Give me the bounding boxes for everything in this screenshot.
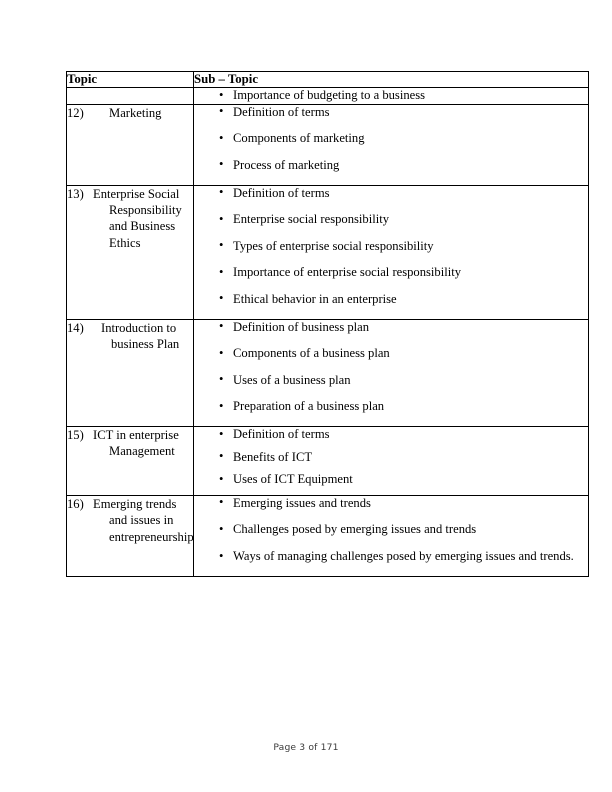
column-header-topic: Topic xyxy=(67,72,194,88)
sub-topic-list xyxy=(194,105,588,174)
table-row xyxy=(67,319,589,426)
topic-number: 13) xyxy=(67,186,84,201)
syllabus-table xyxy=(66,71,589,577)
table-header-row xyxy=(67,72,589,88)
table-row xyxy=(67,88,589,105)
list-item: • Types of enterprise social responsibility xyxy=(194,239,588,255)
topic-block xyxy=(67,105,193,121)
topic-cell-marketing xyxy=(67,104,194,185)
list-item: • Definition of terms xyxy=(194,186,588,202)
topic-cell-emerging-trends xyxy=(67,495,194,576)
list-item: • Preparation of a business plan xyxy=(194,399,588,415)
sub-topic-cell xyxy=(194,104,589,185)
list-item: • Ethical behavior in an enterprise xyxy=(194,292,588,308)
table-row xyxy=(67,104,589,185)
sub-topic-cell xyxy=(194,427,589,496)
topic-title: Emerging trends and issues in entrepreneurship xyxy=(93,496,194,544)
topic-title: ICT in enterprise Management xyxy=(93,428,179,459)
topic-cell-continuation xyxy=(67,88,194,105)
list-item: • Ways of managing challenges posed by emerging issues and trends. xyxy=(194,549,588,565)
list-item: • Uses of ICT Equipment xyxy=(194,472,588,488)
list-item: • Process of marketing xyxy=(194,158,588,174)
list-item: • Enterprise social responsibility xyxy=(194,212,588,228)
list-item: • Importance of budgeting to a business xyxy=(194,88,588,104)
sub-topic-list xyxy=(194,320,588,415)
sub-topic-cell xyxy=(194,185,589,319)
list-item: • Components of marketing xyxy=(194,131,588,147)
topic-cell-enterprise-social-responsibility xyxy=(67,185,194,319)
sub-topic-cell xyxy=(194,319,589,426)
list-item: • Challenges posed by emerging issues and trends xyxy=(194,522,588,538)
topic-title: Enterprise Social Responsibility and Business Ethics xyxy=(93,186,182,250)
table-row xyxy=(67,495,589,576)
topic-block xyxy=(67,496,193,545)
topic-number: 14) xyxy=(67,320,84,335)
list-item: • Components of a business plan xyxy=(194,346,588,362)
sub-topic-cell xyxy=(194,495,589,576)
list-item: • Definition of business plan xyxy=(194,320,588,336)
topic-number: 12) xyxy=(67,105,84,120)
list-item: • Uses of a business plan xyxy=(194,373,588,389)
topic-block xyxy=(67,186,193,251)
list-item: • Benefits of ICT xyxy=(194,450,588,466)
topic-title: Introduction to business Plan xyxy=(101,320,180,351)
sub-topic-cell xyxy=(194,88,589,105)
sub-topic-list xyxy=(194,88,588,104)
topic-block xyxy=(67,427,193,460)
topic-cell-introduction-to-business-plan xyxy=(67,319,194,426)
page-footer: Page 3 of 171 xyxy=(273,742,339,753)
table-row xyxy=(67,185,589,319)
list-item: • Emerging issues and trends xyxy=(194,496,588,512)
sub-topic-list xyxy=(194,496,588,565)
sub-topic-list xyxy=(194,427,588,488)
sub-topic-list xyxy=(194,186,588,308)
table-row xyxy=(67,427,589,496)
list-item: • Importance of enterprise social responsibility xyxy=(194,265,588,281)
topic-title: Marketing xyxy=(109,105,162,120)
list-item: • Definition of terms xyxy=(194,427,588,443)
column-header-sub-topic: Sub – Topic xyxy=(194,72,589,88)
topic-number: 16) xyxy=(67,496,84,511)
list-item: • Definition of terms xyxy=(194,105,588,121)
topic-cell-ict-in-enterprise-management xyxy=(67,427,194,496)
topic-number: 15) xyxy=(67,428,84,443)
topic-block xyxy=(67,320,193,353)
